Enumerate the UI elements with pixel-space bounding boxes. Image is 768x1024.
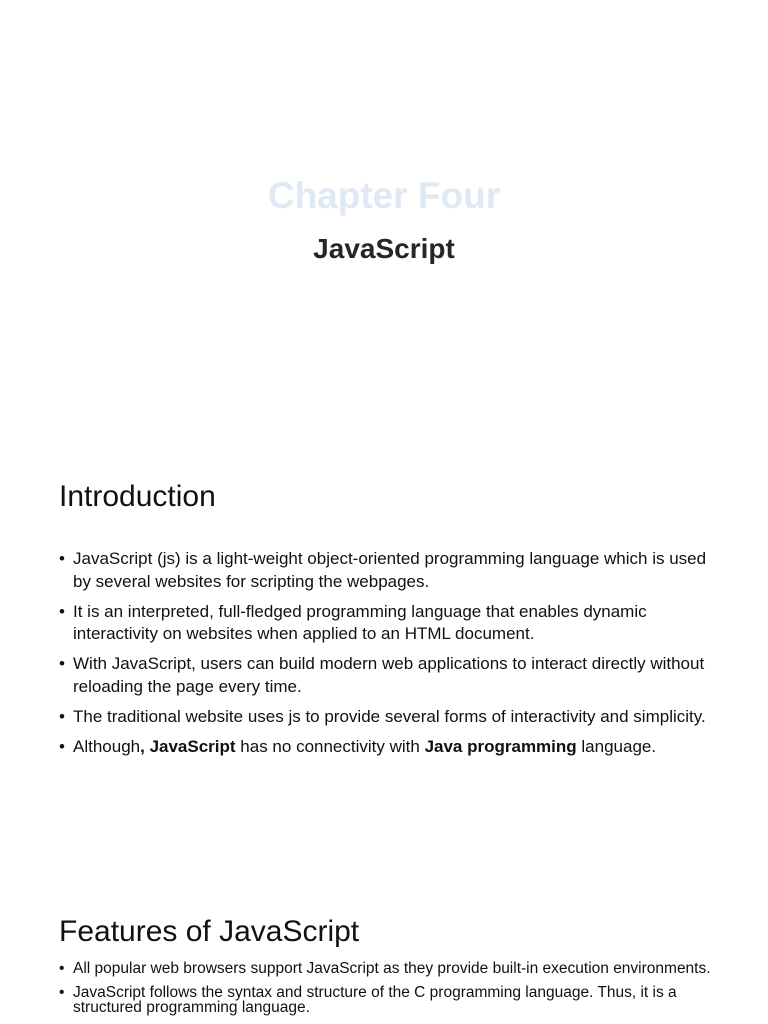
features-bullet <box>59 985 720 1015</box>
introduction-bullet <box>59 706 720 729</box>
bullet-bold-text: , JavaScript <box>140 736 236 756</box>
introduction-heading: Introduction <box>59 480 216 513</box>
introduction-bullet <box>59 548 720 593</box>
bullet-text: All popular web browsers support JavaScript as they provide built-in execution environments. <box>73 960 711 977</box>
bullet-text-part: language. <box>576 736 657 756</box>
bullet-dot-icon: • <box>59 549 65 568</box>
features-heading: Features of JavaScript <box>59 915 360 948</box>
bullet-dot-icon: • <box>59 984 65 1001</box>
introduction-bullet <box>59 736 720 759</box>
chapter-heading: Chapter Four <box>267 175 501 216</box>
bullet-text-part: has no connectivity with <box>235 736 425 756</box>
features-bullet <box>59 961 720 976</box>
features-slide <box>0 905 768 1024</box>
bullet-text: JavaScript follows the syntax and structure of the C programming language. Thus, it is a structured programming language. <box>73 984 677 1016</box>
introduction-bullet-list <box>59 548 720 766</box>
bullet-text: With JavaScript, users can build modern web applications to interact directly without reloading the page every time. <box>73 654 705 696</box>
bullet-text: It is an interpreted, full-fledged programming language that enables dynamic interactivity on websites when applied to an HTML document. <box>73 601 647 643</box>
bullet-bold-text: Java programming <box>424 736 577 756</box>
bullet-dot-icon: • <box>59 654 65 673</box>
bullet-text: JavaScript (js) is a light-weight object-oriented programming language which is used by several websites for scripting the webpages. <box>73 549 707 591</box>
chapter-subtitle: JavaScript <box>313 233 455 264</box>
features-bullet-list <box>59 961 720 1024</box>
bullet-text: The traditional website uses js to provide several forms of interactivity and simplicity. <box>73 706 706 726</box>
bullet-dot-icon: • <box>59 736 65 756</box>
title-slide <box>0 0 768 380</box>
introduction-bullet <box>59 601 720 646</box>
bullet-dot-icon: • <box>59 706 65 726</box>
bullet-dot-icon: • <box>59 601 65 621</box>
bullet-dot-icon: • <box>59 960 65 977</box>
introduction-slide <box>0 470 768 830</box>
bullet-text-part: Although <box>73 736 141 756</box>
introduction-bullet <box>59 653 720 698</box>
